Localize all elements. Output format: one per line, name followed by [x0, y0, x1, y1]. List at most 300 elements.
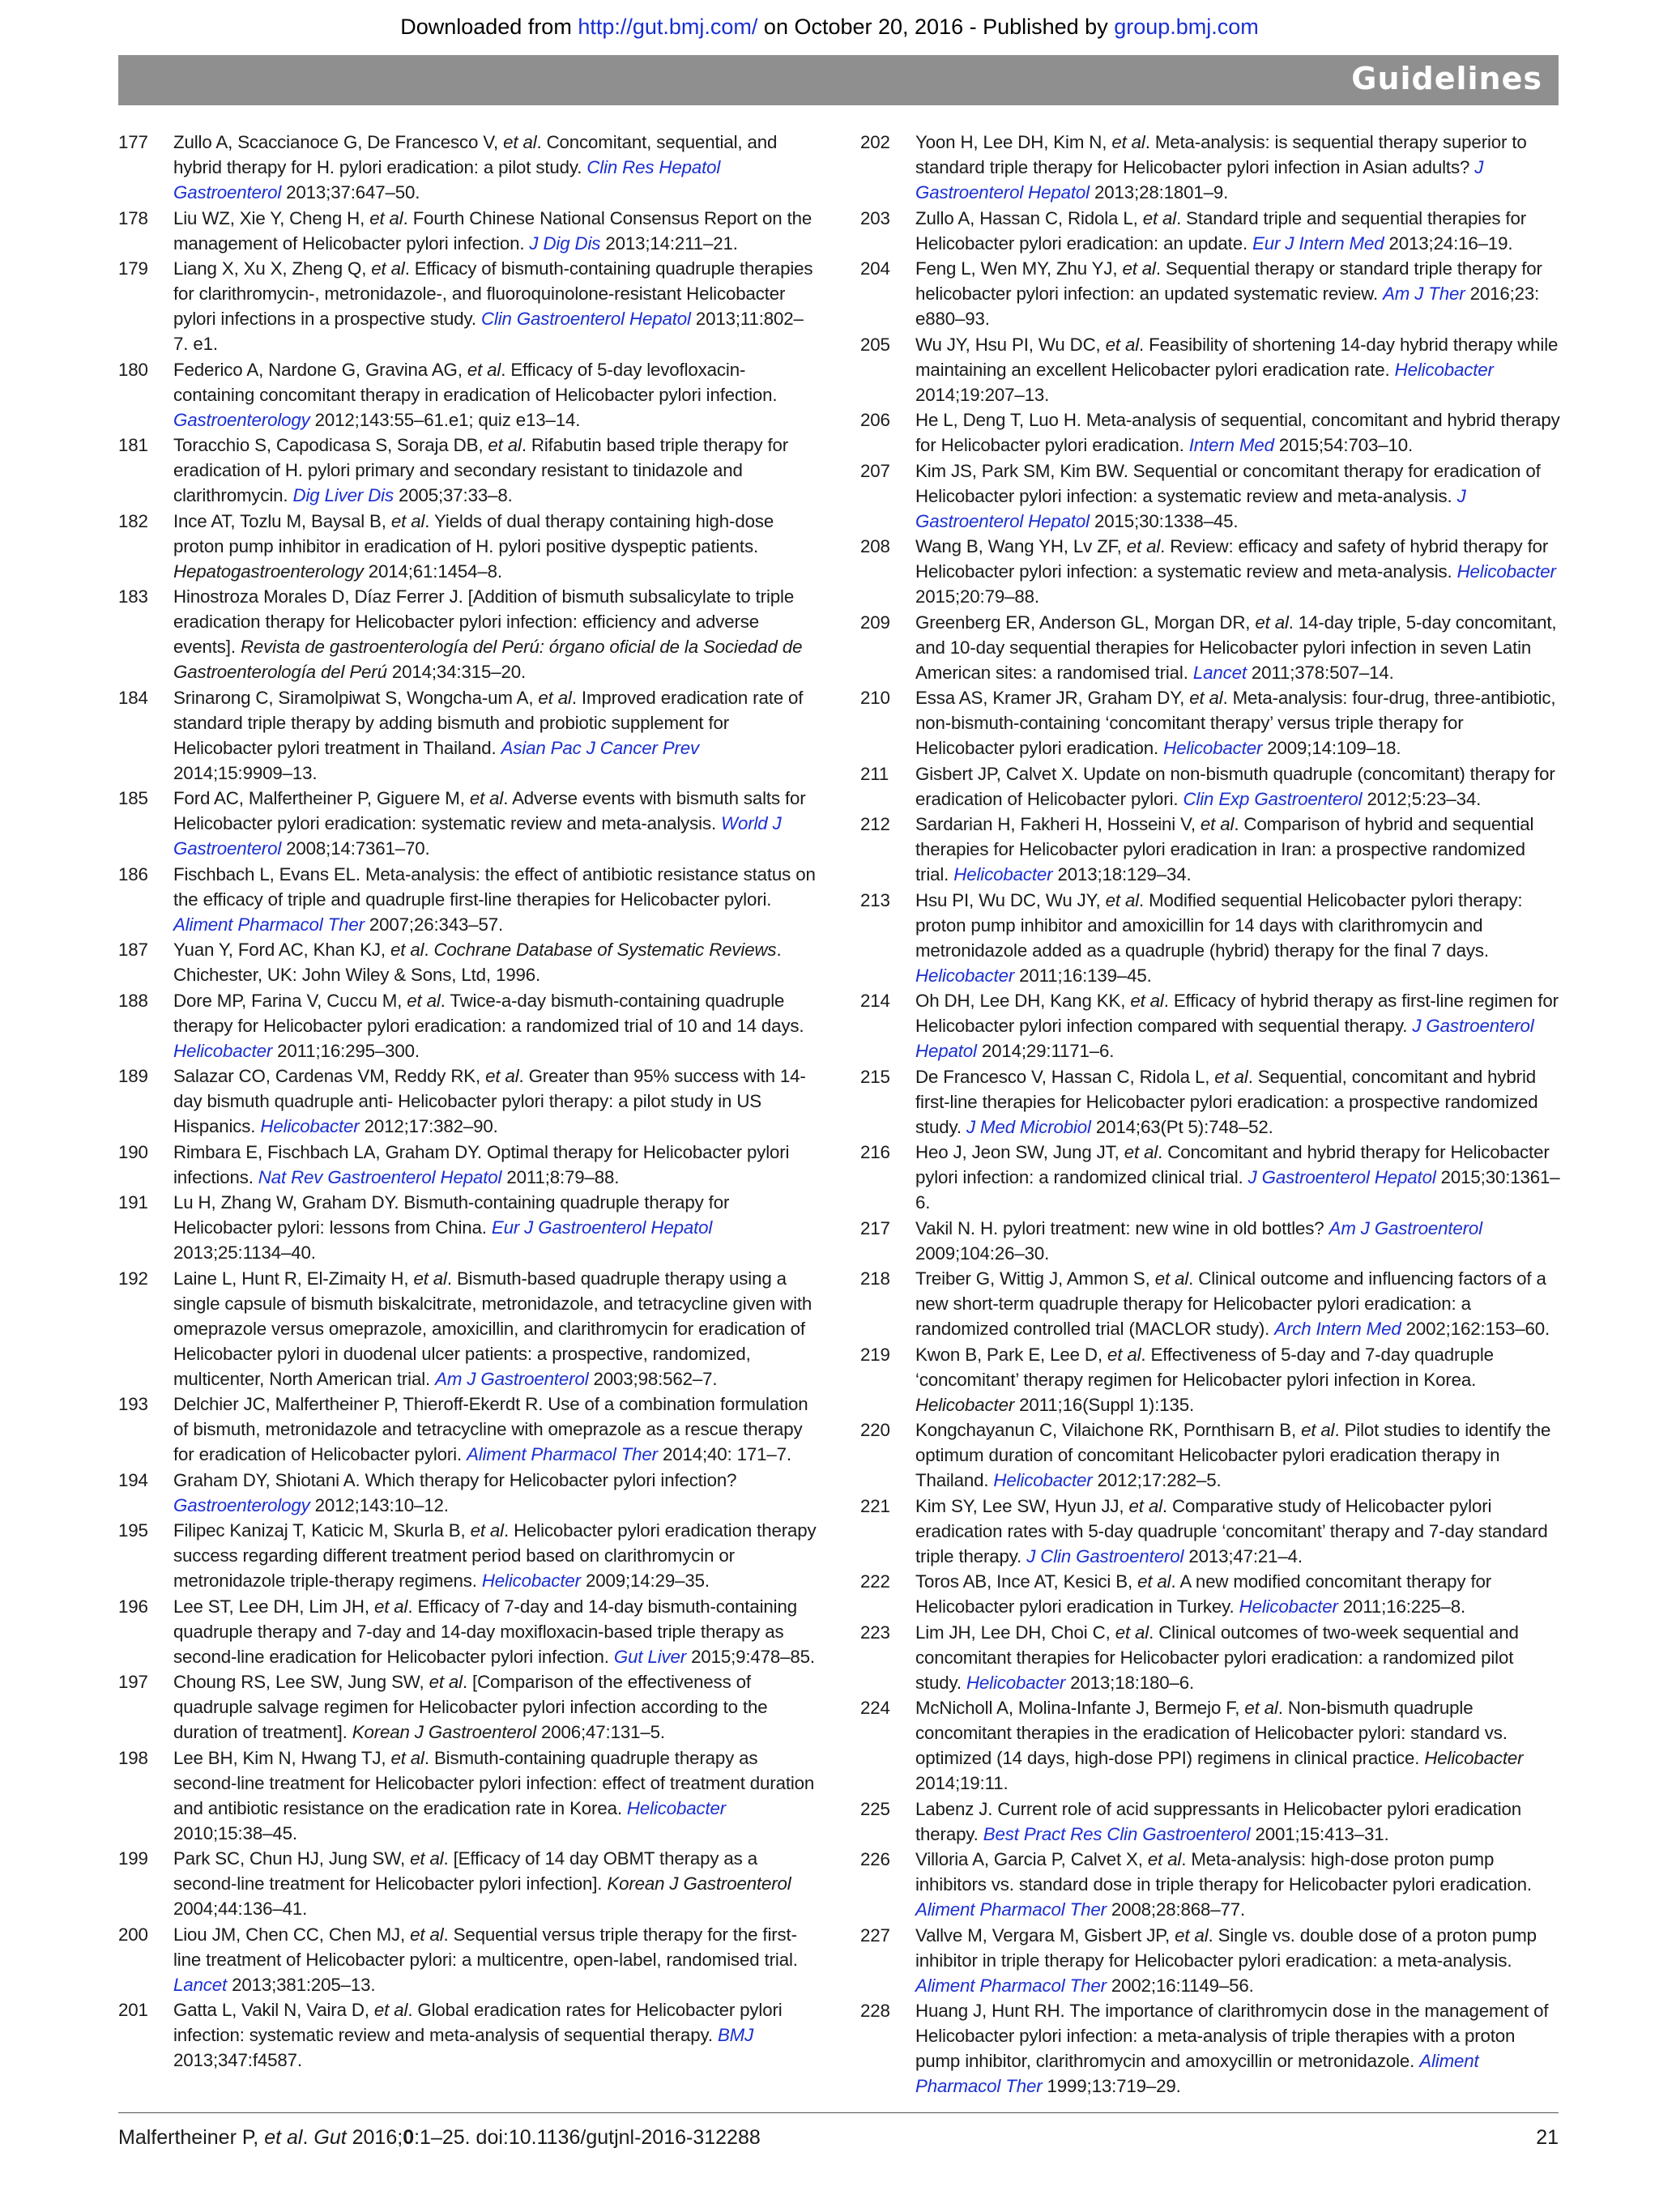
- reference-item: [860, 332, 1560, 407]
- reference-number: 218: [860, 1268, 890, 1289]
- reference-title: . Modified sequential Helicobacter pylori therapy: proton pump inhibitor and amoxicillin for 14 days with clarithromycin and metronidazole added as a quadruple (hybrid) therapy for the final 7 days.: [915, 889, 1523, 961]
- reference-authors: Ince AT, Tozlu M, Baysal B,: [173, 510, 391, 531]
- reference-details: 2002;162:153–60.: [1401, 1319, 1550, 1339]
- reference-details: 2015;9:478–85.: [686, 1646, 815, 1667]
- reference-authors: Liang X, Xu X, Zheng Q,: [173, 258, 372, 279]
- reference-journal-link[interactable]: Helicobacter: [481, 1571, 581, 1591]
- reference-number: 203: [860, 207, 890, 228]
- reference-item: [118, 584, 818, 684]
- reference-journal-link[interactable]: Aliment Pharmacol Ther: [467, 1444, 658, 1464]
- reference-number: 204: [860, 258, 890, 279]
- reference-journal-link[interactable]: J Dig Dis: [529, 232, 601, 254]
- reference-details: 2010;15:38–45.: [173, 1822, 297, 1843]
- reference-item: [860, 256, 1560, 331]
- reference-title: .: [424, 940, 434, 960]
- reference-number: 187: [118, 940, 148, 960]
- reference-number: 228: [860, 2001, 890, 2021]
- reference-title: . Bismuth-based quadruple therapy using a single capsule of bismuth biskalcitrate, metronidazole, and tetracycline given with omeprazole versus omeprazole, amoxicillin, and clarithromycin for eradication of Helicobacter pylori in duodenal ulcer patients: a prospective, randomized, multicenter, North American trial.: [173, 1268, 812, 1389]
- reference-title: . Twice-a-day bismuth-containing quadruple therapy for Helicobacter pylori eradication: a randomized trial of 10 and 14 days.: [173, 990, 804, 1036]
- reference-item: [860, 888, 1560, 988]
- reference-details: 2014;40: 171–7.: [657, 1444, 791, 1464]
- reference-number: 220: [860, 1420, 890, 1440]
- reference-title: . [Comparison of the effectiveness of quadruple salvage regimen for Helicobacter pylori infection according to the duration of treatment].: [173, 1672, 768, 1742]
- reference-details: 2011;8:79–88.: [501, 1166, 620, 1187]
- reference-authors: Kongchayanun C, Vilaichone RK, Pornthisarn B,: [915, 1420, 1302, 1440]
- footer-citation: Malfertheiner P, et al. Gut 2016;0:1–25. doi:10.1136/gutjnl-2016-312288: [118, 2126, 761, 2149]
- reference-number: 192: [118, 1268, 148, 1289]
- reference-item: [860, 1796, 1560, 1847]
- reference-authors: Lu H, Zhang W, Graham DY. Bismuth-containing quadruple therapy for Helicobacter pylori: lessons from China.: [173, 1192, 730, 1238]
- reference-authors: Delchier JC, Malfertheiner P, Thieroff-Ekerdt R. Use of a combination formulation of bismuth, metronidazole and tetracycline with omeprazole as a rescue therapy for eradication of Helicobacter pylori.: [173, 1394, 808, 1464]
- reference-number: 186: [118, 863, 148, 884]
- reference-title: . Effectiveness of 5-day and 7-day quadruple ‘concomitant’ therapy regimen for Helicobacter pylori infection in Korea.: [915, 1344, 1494, 1390]
- reference-journal-link[interactable]: Helicobacter: [953, 864, 1053, 884]
- reference-item: [118, 1594, 818, 1669]
- reference-title: . Concomitant and hybrid therapy for Helicobacter pylori infection: a randomized clinical trial.: [915, 1142, 1550, 1187]
- reference-title: . Concomitant, sequential, and hybrid therapy for H. pylori eradication: a pilot study.: [173, 132, 778, 177]
- reference-item: [860, 988, 1560, 1063]
- reference-source: Korean J Gastroenterol: [607, 1873, 791, 1894]
- reference-journal-link[interactable]: Helicobacter: [1394, 359, 1494, 380]
- reference-number: 216: [860, 1142, 890, 1162]
- reference-journal-link[interactable]: Arch Intern Med: [1274, 1319, 1401, 1339]
- reference-item: [860, 1847, 1560, 1922]
- reference-authors: Kim JS, Park SM, Kim BW. Sequential or concomitant therapy for eradication of Helicobacter pylori infection: a systematic review and meta-analysis.: [915, 460, 1541, 506]
- reference-etal: et al: [1128, 1495, 1162, 1516]
- reference-etal: et al: [1154, 1268, 1189, 1289]
- reference-number: 200: [118, 1924, 148, 1945]
- reference-details: 2015;54:703–10.: [1273, 435, 1414, 455]
- reference-item: [118, 988, 818, 1063]
- reference-authors: Graham DY, Shiotani A. Which therapy for Helicobacter pylori infection?: [173, 1469, 737, 1490]
- reference-journal-link[interactable]: Intern Med: [1188, 435, 1274, 455]
- reference-authors: Laine L, Hunt R, El-Zimaity H,: [173, 1268, 414, 1289]
- reference-etal: et al: [1115, 1622, 1149, 1643]
- reference-etal: et al: [1122, 258, 1156, 279]
- reference-number: 225: [860, 1798, 890, 1819]
- reference-item: [118, 786, 818, 861]
- reference-details: 2016;23: e880–93.: [915, 283, 1540, 329]
- reference-journal-link[interactable]: Am J Gastroenterol: [435, 1368, 589, 1389]
- reference-item: [118, 206, 818, 256]
- reference-authors: Salazar CO, Cardenas VM, Reddy RK,: [173, 1066, 486, 1086]
- reference-title: . Review: efficacy and safety of hybrid therapy for Helicobacter pylori infection: a systematic review and meta-analysis.: [915, 536, 1549, 582]
- gut-bmj-link[interactable]: http://gut.bmj.com/: [578, 15, 758, 39]
- reference-etal: et al: [390, 1747, 424, 1768]
- reference-details: 2012;143:55–61.e1; quiz e13–14.: [309, 409, 581, 430]
- reference-number: 199: [118, 1848, 148, 1869]
- reference-details: 2007;26:343–57.: [364, 914, 504, 935]
- references-left-column: [118, 130, 818, 2073]
- reference-authors: Liou JM, Chen CC, Chen MJ,: [173, 1924, 411, 1945]
- reference-details: 2013;18:129–34.: [1052, 864, 1192, 884]
- reference-details: 2011;16:295–300.: [272, 1040, 420, 1061]
- reference-details: 2014;29:1171–6.: [976, 1041, 1115, 1061]
- reference-title: . [Efficacy of 14 day OBMT therapy as a second-line treatment for Helicobacter pylori infection].: [173, 1848, 757, 1894]
- reference-authors: Villoria A, Garcia P, Calvet X,: [915, 1849, 1148, 1869]
- reference-details: 2001;15:413–31.: [1250, 1823, 1389, 1844]
- reference-title: . Efficacy of 5-day levofloxacin-containing concomitant therapy in eradication of Helicobacter pylori infection.: [173, 359, 778, 405]
- reference-details: 1999;13:719–29.: [1042, 2076, 1181, 2096]
- reference-item: [860, 534, 1560, 609]
- reference-details: 2015;30:1338–45.: [1090, 510, 1239, 531]
- reference-journal-link[interactable]: J Gastroenterol Hepatol: [915, 1016, 1534, 1061]
- reference-item: [118, 1392, 818, 1467]
- reference-journal-link[interactable]: Clin Gastroenterol Hepatol: [480, 309, 691, 329]
- reference-item: [118, 1266, 818, 1392]
- reference-number: 209: [860, 612, 890, 633]
- reference-title: . Yields of dual therapy containing high-dose proton pump inhibitor in eradication of H. pylori positive dyspeptic patients.: [173, 510, 774, 556]
- reference-number: 183: [118, 586, 148, 607]
- reference-authors: Yuan Y, Ford AC, Khan KJ,: [173, 940, 390, 960]
- reference-journal-link[interactable]: Helicobacter: [1163, 738, 1263, 758]
- reference-journal-link[interactable]: Helicobacter: [173, 1040, 273, 1061]
- reference-item: [860, 1620, 1560, 1695]
- reference-item: [860, 1417, 1560, 1493]
- reference-number: 226: [860, 1849, 890, 1869]
- reference-authors: Gatta L, Vakil N, Vaira D,: [173, 2000, 374, 2020]
- reference-journal-link[interactable]: Lancet: [173, 1974, 228, 1995]
- reference-item: [118, 509, 818, 584]
- reference-etal: et al: [503, 132, 537, 152]
- reference-authors: Choung RS, Lee SW, Jung SW,: [173, 1672, 429, 1692]
- reference-journal-link[interactable]: Nat Rev Gastroenterol Hepatol: [258, 1166, 502, 1187]
- reference-number: 208: [860, 536, 890, 556]
- reference-source: Helicobacter: [1424, 1748, 1524, 1768]
- reference-authors: Zullo A, Scaccianoce G, De Francesco V,: [173, 132, 504, 152]
- reference-details: . Chichester, UK: John Wiley & Sons, Ltd, 1996.: [173, 940, 782, 985]
- reference-item: [118, 1997, 818, 2073]
- reference-journal-link[interactable]: Clin Exp Gastroenterol: [1183, 788, 1363, 809]
- reference-etal: et al: [1175, 1924, 1209, 1946]
- reference-authors: Wang B, Wang YH, Lv ZF,: [915, 536, 1127, 556]
- reference-details: 2013;14:211–21.: [600, 232, 738, 254]
- reference-details: 2013;381:205–13.: [227, 1974, 376, 1995]
- reference-details: 2009;14:29–35.: [580, 1571, 710, 1591]
- reference-item: [118, 1745, 818, 1846]
- reference-etal: et al: [1301, 1420, 1335, 1440]
- section-banner: [118, 55, 1559, 105]
- reference-item: [118, 1518, 818, 1593]
- reference-number: 190: [118, 1141, 148, 1162]
- reference-authors: Park SC, Chun HJ, Jung SW,: [173, 1848, 411, 1869]
- reference-item: [860, 812, 1560, 887]
- reference-etal: et al: [485, 1066, 519, 1086]
- reference-authors: Feng L, Wen MY, Zhu YJ,: [915, 258, 1123, 279]
- reference-etal: et al: [410, 1924, 444, 1945]
- reference-title: . Rifabutin based triple therapy for eradication of H. pylori primary and secondary resistant to tinidazole and clarithromycin.: [173, 435, 789, 505]
- reference-number: 224: [860, 1698, 890, 1718]
- reference-details: 2009;104:26–30.: [915, 1242, 1050, 1264]
- reference-authors: Treiber G, Wittig J, Ammon S,: [915, 1268, 1155, 1289]
- page-footer: [118, 2112, 1559, 2159]
- reference-journal-link[interactable]: Helicobacter: [915, 965, 1015, 986]
- reference-item: [860, 130, 1560, 205]
- reference-journal-link[interactable]: BMJ: [717, 2025, 754, 2045]
- reference-authors: Oh DH, Lee DH, Kang KK,: [915, 991, 1131, 1011]
- reference-item: [860, 761, 1560, 812]
- reference-number: 182: [118, 510, 148, 531]
- reference-journal-link[interactable]: Am J Gastroenterol: [1328, 1217, 1482, 1238]
- reference-number: 202: [860, 132, 890, 152]
- reference-etal: et al: [369, 207, 403, 228]
- reference-title: . Pilot studies to identify the optimum duration of concomitant Helicobacter pylori eradication therapy in Thailand.: [915, 1420, 1551, 1490]
- reference-etal: et al: [470, 1520, 504, 1541]
- reference-title: . Fourth Chinese National Consensus Report on the management of Helicobacter pylori infection.: [173, 207, 812, 254]
- reference-item: [118, 256, 818, 356]
- reference-authors: Lee BH, Kim N, Hwang TJ,: [173, 1747, 391, 1768]
- reference-number: 207: [860, 460, 890, 481]
- reference-journal-link[interactable]: Helicobacter: [1239, 1596, 1338, 1617]
- reference-journal-link[interactable]: J Gastroenterol Hepatol: [1247, 1167, 1436, 1187]
- reference-number: 219: [860, 1344, 890, 1365]
- reference-authors: Hinostroza Morales D, Díaz Ferrer J. [Addition of bismuth subsalicylate to triple eradication therapy for Helicobacter pylori infection: efficiency and adverse events].: [173, 586, 795, 657]
- reference-journal-link[interactable]: Helicobacter: [626, 1797, 727, 1818]
- reference-etal: et al: [410, 1848, 444, 1869]
- reference-etal: et al: [1105, 334, 1140, 355]
- reference-journal-link[interactable]: Aliment Pharmacol Ther: [915, 1975, 1107, 1996]
- reference-source: Korean J Gastroenterol: [352, 1722, 536, 1742]
- reference-details: 2012;5:23–34.: [1362, 788, 1482, 809]
- reference-details: 2015;30:1361–6.: [915, 1167, 1560, 1213]
- reference-title: . Sequential therapy or standard triple therapy for helicobacter pylori infection: an updated systematic review.: [915, 258, 1542, 304]
- reference-journal-link[interactable]: J Gastroenterol Hepatol: [915, 485, 1466, 531]
- reference-number: 227: [860, 1924, 890, 1946]
- reference-details: 2008;28:868–77.: [1106, 1899, 1246, 1920]
- reference-number: 189: [118, 1066, 148, 1086]
- reference-title: . Clinical outcomes of two-week sequential and concomitant therapies for Helicobacter pylori eradication: a randomized pilot study.: [915, 1622, 1519, 1693]
- download-middle: on October 20, 2016 - Published by: [757, 15, 1115, 39]
- reference-title: . Standard triple and sequential therapies for Helicobacter pylori eradication: an update.: [915, 207, 1526, 254]
- reference-details: 2013;11:802–7. e1.: [173, 309, 804, 354]
- reference-number: 221: [860, 1495, 890, 1516]
- reference-title: . Feasibility of shortening 14-day hybrid therapy while maintaining an excellent Helicobacter pylori eradication rate.: [915, 334, 1559, 380]
- reference-number: 197: [118, 1672, 148, 1692]
- reference-journal-link[interactable]: Asian Pac J Cancer Prev: [501, 737, 700, 758]
- reference-authors: Hsu PI, Wu DC, Wu JY,: [915, 889, 1106, 910]
- reference-number: 222: [860, 1571, 890, 1592]
- reference-number: 195: [118, 1520, 148, 1541]
- reference-journal-link[interactable]: Helicobacter: [993, 1470, 1093, 1490]
- reference-etal: et al: [1244, 1698, 1278, 1718]
- reference-title: . Helicobacter pylori eradication therapy success regarding different treatment period based on clarithromycin or metronidazole triple-therapy regimens.: [173, 1520, 817, 1591]
- reference-item: [860, 1266, 1560, 1341]
- reference-title: . Single vs. double dose of a proton pump inhibitor in triple therapy for Helicobacter pylori eradication: a meta-analysis.: [915, 1924, 1537, 1971]
- reference-number: 217: [860, 1217, 890, 1238]
- reference-item: [118, 1468, 818, 1518]
- reference-journal-link[interactable]: Am J Ther: [1383, 283, 1465, 304]
- reference-item: [860, 1216, 1560, 1266]
- reference-journal-link[interactable]: Eur J Intern Med: [1252, 232, 1384, 254]
- reference-item: [860, 458, 1560, 534]
- reference-journal-link[interactable]: Aliment Pharmacol Ther: [915, 1899, 1107, 1920]
- reference-item: [860, 1342, 1560, 1417]
- reference-item: [860, 685, 1560, 761]
- reference-title: . Improved eradication rate of standard triple therapy by adding bismuth and probiotic supplement for Helicobacter pylori treatment in Thailand.: [173, 687, 804, 758]
- reference-authors: Liu WZ, Xie Y, Cheng H,: [173, 207, 370, 228]
- reference-details: 2011;16:225–8.: [1337, 1596, 1466, 1617]
- reference-etal: et al: [1126, 536, 1161, 556]
- reference-number: 184: [118, 687, 148, 708]
- reference-number: 177: [118, 132, 148, 152]
- section-title: Guidelines: [1351, 61, 1542, 96]
- reference-etal: et al: [1142, 207, 1177, 228]
- reference-details: 2013;47:21–4.: [1183, 1545, 1303, 1566]
- reference-title: . Meta-analysis: four-drug, three-antibiotic, non-bismuth-containing ‘concomitant therapy’ versus triple therapy for Helicobacter pylori eradication.: [915, 688, 1556, 758]
- reference-item: [118, 1190, 818, 1265]
- reference-title: . Greater than 95% success with 14-day bismuth quadruple anti- Helicobacter pylori therapy: a pilot study in US Hispanics.: [173, 1066, 806, 1136]
- reference-details: 2012;143:10–12.: [309, 1494, 449, 1515]
- reference-number: 185: [118, 788, 148, 808]
- reference-authors: Toros AB, Ince AT, Kesici B,: [915, 1571, 1138, 1592]
- reference-journal-link[interactable]: Dig Liver Dis: [292, 485, 394, 505]
- reference-authors: Vakil N. H. pylori treatment: new wine in old bottles?: [915, 1217, 1329, 1238]
- reference-source: Cochrane Database of Systematic Reviews: [433, 940, 777, 960]
- reference-details: 2005;37:33–8.: [393, 485, 513, 505]
- reference-details: 2002;16:1149–56.: [1106, 1975, 1254, 1996]
- reference-etal: et al: [1255, 612, 1289, 633]
- reference-etal: et al: [390, 940, 424, 960]
- reference-authors: Lee ST, Lee DH, Lim JH,: [173, 1596, 374, 1617]
- reference-authors: Wu JY, Hsu PI, Wu DC,: [915, 334, 1106, 355]
- reference-etal: et al: [488, 435, 522, 455]
- reference-title: . A new modified concomitant therapy for Helicobacter pylori eradication in Turkey.: [915, 1571, 1492, 1617]
- reference-details: 2013;37:647–50.: [281, 182, 420, 202]
- reference-item: [118, 1846, 818, 1921]
- reference-details: 2014;61:1454–8.: [363, 560, 502, 582]
- reference-etal: et al: [1124, 1142, 1158, 1162]
- reference-journal-link[interactable]: Gut Liver: [613, 1646, 687, 1667]
- reference-number: 212: [860, 814, 890, 834]
- reference-journal-link[interactable]: Helicobacter: [260, 1116, 360, 1136]
- reference-etal: et al: [538, 687, 572, 708]
- group-bmj-link[interactable]: group.bmj.com: [1114, 15, 1259, 39]
- reference-item: [860, 1140, 1560, 1215]
- references-right-column: [860, 130, 1560, 2099]
- reference-number: 181: [118, 435, 148, 455]
- reference-details: 2014;15:9909–13.: [173, 762, 318, 783]
- reference-etal: et al: [429, 1672, 463, 1692]
- reference-journal-link[interactable]: Lancet: [1192, 662, 1247, 683]
- reference-number: 215: [860, 1066, 890, 1087]
- reference-journal-link[interactable]: Gastroenterology: [173, 1494, 310, 1515]
- reference-journal-link[interactable]: Aliment Pharmacol Ther: [173, 914, 365, 935]
- reference-number: 188: [118, 990, 148, 1011]
- reference-title: . Sequential versus triple therapy for the first-line treatment of Helicobacter pylori: a multicentre, open-label, randomised trial.: [173, 1924, 798, 1970]
- reference-details: 2012;17:382–90.: [359, 1116, 498, 1136]
- reference-number: 178: [118, 207, 148, 228]
- reference-journal-link[interactable]: J Clin Gastroenterol: [1026, 1545, 1184, 1566]
- reference-authors: Labenz J. Current role of acid suppressants in Helicobacter pylori eradication therapy.: [915, 1798, 1522, 1844]
- reference-number: 223: [860, 1622, 890, 1643]
- reference-journal-link[interactable]: Best Pract Res Clin Gastroenterol: [983, 1823, 1251, 1844]
- reference-journal-link[interactable]: Helicobacter: [1456, 561, 1556, 582]
- reference-etal: et al: [1111, 132, 1145, 152]
- reference-details: 2008;14:7361–70.: [281, 838, 430, 859]
- reference-authors: Srinarong C, Siramolpiwat S, Wongcha-um A,: [173, 687, 539, 708]
- reference-title: . Adverse events with bismuth salts for Helicobacter pylori eradication: systematic review and meta-analysis.: [173, 788, 806, 833]
- reference-item: [118, 685, 818, 786]
- reference-journal-link[interactable]: Helicobacter: [966, 1672, 1066, 1693]
- reference-journal-link[interactable]: Eur J Gastroenterol Hepatol: [491, 1217, 713, 1238]
- reference-authors: Gisbert JP, Calvet X. Update on non-bismuth quadruple (concomitant) therapy for eradication of Helicobacter pylori.: [915, 763, 1555, 809]
- reference-number: 191: [118, 1192, 148, 1213]
- reference-details: 2013;347:f4587.: [173, 2050, 302, 2070]
- reference-etal: et al: [1107, 1344, 1141, 1365]
- page-number: 21: [1536, 2126, 1559, 2149]
- reference-etal: et al: [467, 359, 501, 380]
- reference-item: [860, 1569, 1560, 1619]
- reference-authors: McNicholl A, Molina-Infante J, Bermejo F,: [915, 1698, 1245, 1718]
- reference-number: 213: [860, 889, 890, 910]
- reference-details: 2014;34:315–20.: [386, 662, 527, 682]
- reference-authors: Heo J, Jeon SW, Jung JT,: [915, 1142, 1124, 1162]
- reference-journal-link[interactable]: J Gastroenterol Hepatol: [915, 157, 1484, 202]
- reference-etal: et al: [371, 258, 405, 279]
- reference-etal: et al: [469, 788, 504, 808]
- reference-source: Hepatogastroenterology: [173, 560, 364, 582]
- reference-title: . Clinical outcome and influencing factors of a new short-term quadruple therapy for Helicobacter pylori eradication: a randomized controlled trial (MACLOR study).: [915, 1268, 1546, 1339]
- reference-details: 2011;378:507–14.: [1246, 662, 1394, 683]
- reference-number: 211: [860, 763, 889, 784]
- reference-authors: Greenberg ER, Anderson GL, Morgan DR,: [915, 612, 1256, 633]
- reference-title: . Comparative study of Helicobacter pylori eradication rates with 5-day quadruple ‘concomitant’ therapy and 7-day standard triple therapy.: [915, 1495, 1548, 1566]
- reference-etal: et al: [1189, 688, 1223, 708]
- reference-title: . Comparison of hybrid and sequential therapies for Helicobacter pylori eradication in Iran: a prospective randomized trial.: [915, 814, 1534, 884]
- reference-title: . Meta-analysis: high-dose proton pump inhibitors vs. standard dose in triple therapy for Helicobacter pylori eradication.: [915, 1849, 1532, 1894]
- reference-details: 2014;63(Pt 5):748–52.: [1090, 1116, 1273, 1137]
- reference-etal: et al: [1214, 1066, 1248, 1087]
- reference-item: [860, 1494, 1560, 1569]
- reference-details: 2012;17:282–5.: [1092, 1470, 1222, 1490]
- reference-title: . Non-bismuth quadruple concomitant therapies in the eradication of Helicobacter pylori: standard vs. optimized (14 days, high-dose PPI) regimens in clinical practice.: [915, 1698, 1508, 1768]
- reference-etal: et al: [407, 990, 441, 1011]
- reference-authors: Zullo A, Hassan C, Ridola L,: [915, 207, 1143, 228]
- reference-authors: Yoon H, Lee DH, Kim N,: [915, 132, 1112, 152]
- reference-number: 179: [118, 258, 148, 279]
- reference-authors: Rimbara E, Fischbach LA, Graham DY. Optimal therapy for Helicobacter pylori infections.: [173, 1141, 790, 1187]
- reference-journal-link[interactable]: Gastroenterology: [173, 409, 310, 430]
- reference-number: 210: [860, 688, 890, 708]
- reference-details: 2009;14:109–18.: [1262, 738, 1401, 758]
- reference-details: 2013;25:1134–40.: [173, 1242, 316, 1263]
- reference-title: . Efficacy of hybrid therapy as first-line regimen for Helicobacter pylori infection compared with sequential therapy.: [915, 991, 1559, 1036]
- reference-authors: Huang J, Hunt RH. The importance of clarithromycin dose in the management of Helicobacter pylori infection: a meta-analysis of triple therapies with a proton pump inhibitor, clarithromycin and amoxycillin or metronidazole.: [915, 2001, 1549, 2071]
- reference-journal-link[interactable]: Aliment Pharmacol Ther: [915, 2051, 1479, 2096]
- reference-item: [118, 862, 818, 937]
- reference-item: [860, 1695, 1560, 1796]
- reference-number: 214: [860, 991, 890, 1011]
- reference-details: 2014;19:207–13.: [915, 384, 1050, 405]
- reference-item: [118, 357, 818, 433]
- reference-item: [118, 130, 818, 205]
- reference-journal-link[interactable]: J Med Microbiol: [966, 1116, 1091, 1137]
- reference-item: [860, 407, 1560, 458]
- reference-authors: Kwon B, Park E, Lee D,: [915, 1344, 1107, 1365]
- reference-authors: Kim SY, Lee SW, Hyun JJ,: [915, 1495, 1129, 1516]
- reference-etal: et al: [373, 1596, 408, 1617]
- download-notice: [0, 15, 1659, 40]
- reference-item: [118, 1063, 818, 1139]
- reference-details: 2006;47:131–5.: [535, 1722, 665, 1742]
- reference-number: 180: [118, 359, 148, 380]
- reference-item: [118, 1922, 818, 1997]
- reference-item: [860, 1998, 1560, 2099]
- reference-journal-link[interactable]: World J Gastroenterol: [173, 813, 782, 859]
- reference-journal-link[interactable]: Clin Res Hepatol Gastroenterol: [173, 157, 721, 202]
- reference-authors: De Francesco V, Hassan C, Ridola L,: [915, 1066, 1215, 1087]
- reference-details: 2003;98:562–7.: [588, 1368, 718, 1389]
